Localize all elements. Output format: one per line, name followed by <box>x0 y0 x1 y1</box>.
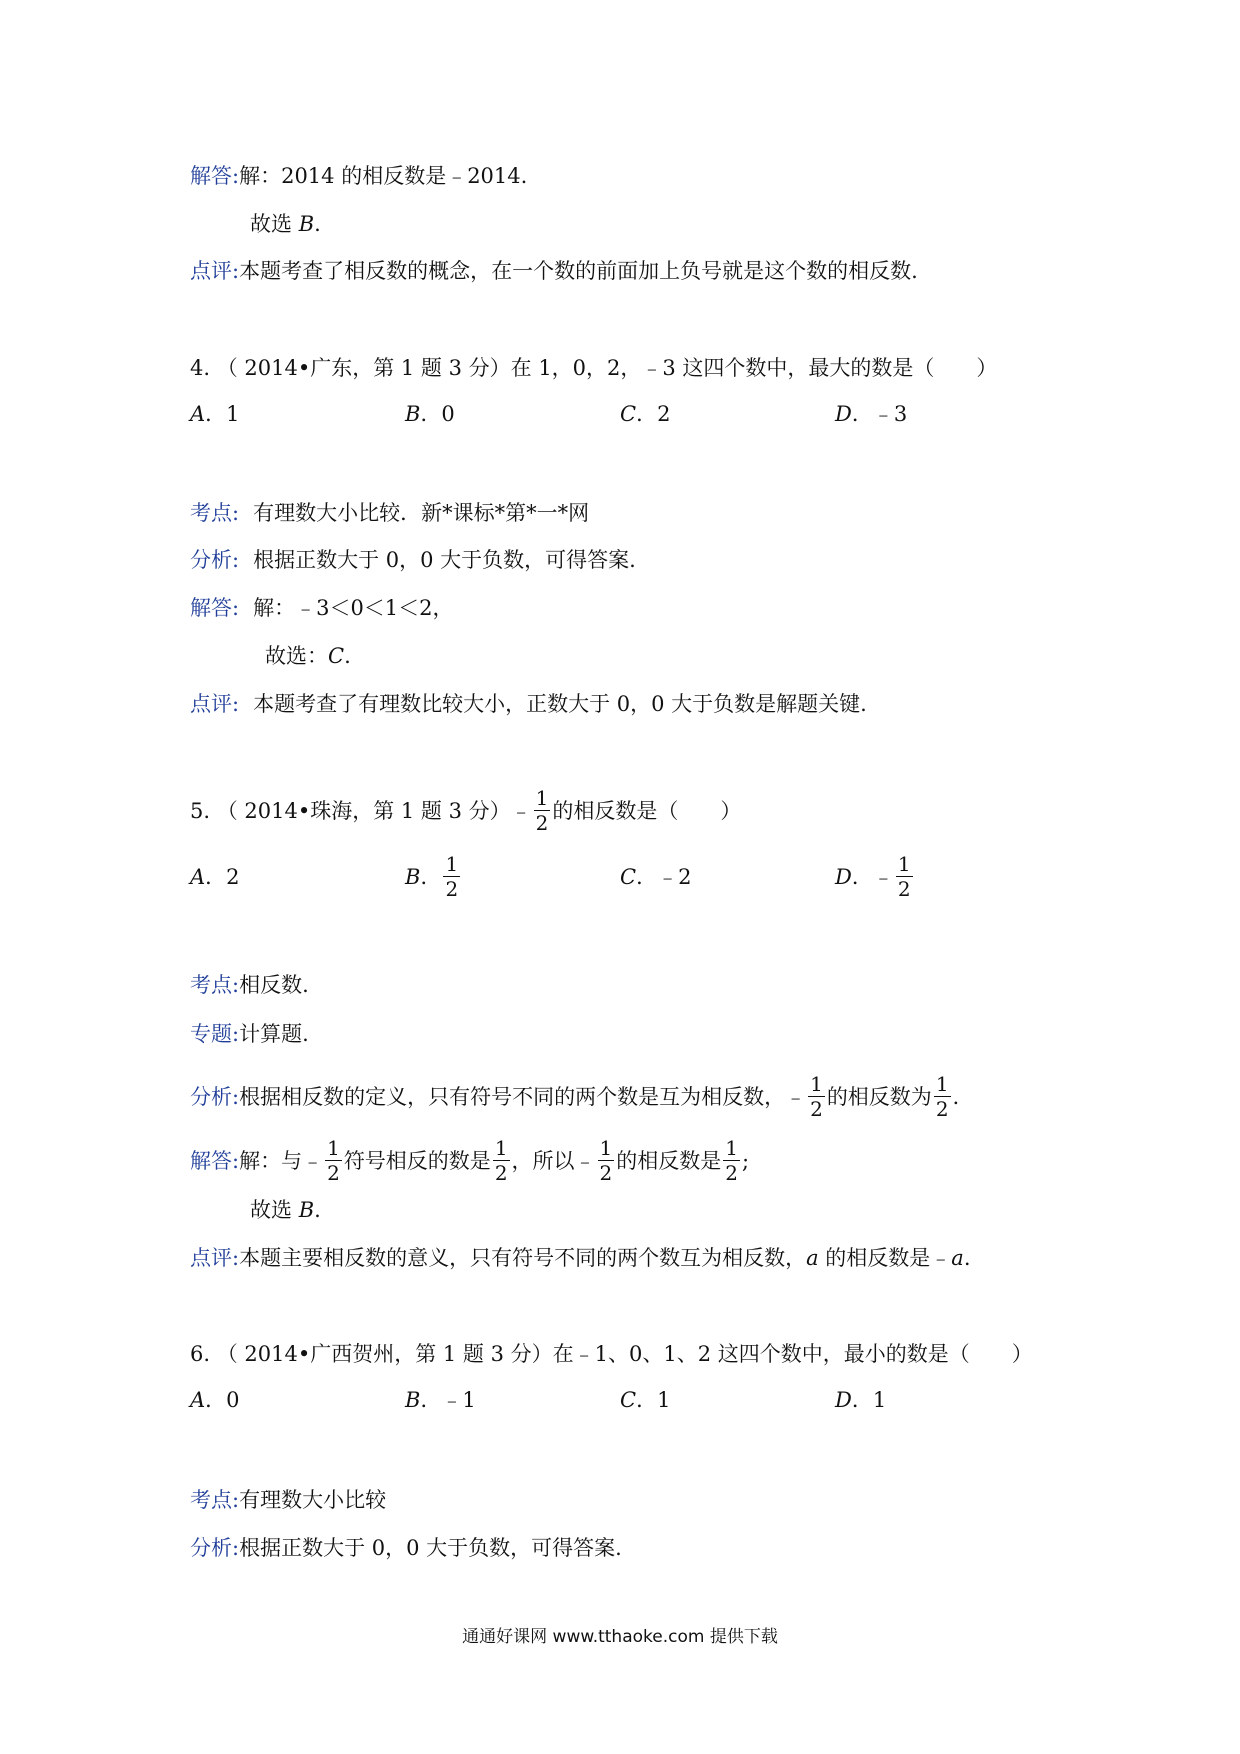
q6-analysis-line <box>190 1530 622 1566</box>
analysis-text: 根据相反数的定义，只有符号不同的两个数是互为相反数，﹣ <box>239 1085 807 1109</box>
q6-option-d <box>835 1375 886 1425</box>
comment-text: . <box>963 1246 971 1270</box>
frac-num: 1 <box>935 1072 949 1096</box>
option-text: ．﹣3 <box>851 402 908 426</box>
frac-num: 1 <box>897 852 911 876</box>
q4-comment-line <box>190 686 867 722</box>
comment-var: a <box>951 1246 964 1270</box>
comment-var: a <box>806 1246 819 1270</box>
fraction <box>443 854 460 899</box>
point-label: 考点: <box>190 501 240 525</box>
point-text: 有理数大小比较．新*课标*第*一*网 <box>253 501 590 525</box>
fraction <box>325 1138 342 1183</box>
option-text: ．2 <box>205 865 240 889</box>
analysis-label: 分析: <box>190 1085 240 1109</box>
q5-option-c <box>620 852 691 902</box>
q5-answer-line <box>190 1136 750 1185</box>
topic-label: 专题: <box>190 1022 240 1046</box>
q5-topic-line <box>190 1016 309 1052</box>
comment-label: 点评: <box>190 259 240 283</box>
comment-label: 点评: <box>190 1246 240 1270</box>
choose-suffix: . <box>314 1198 321 1222</box>
choose-letter: C <box>328 644 345 668</box>
option-text: ．﹣2 <box>636 865 692 889</box>
answer-text: 解：2014 的相反数是﹣2014. <box>239 164 528 188</box>
option-letter: D <box>835 865 852 889</box>
q6-option-c <box>620 1375 670 1425</box>
answer-label: 解答: <box>190 596 240 620</box>
q4-point-line <box>190 495 589 531</box>
point-text: 相反数. <box>239 973 309 997</box>
analysis-text: . <box>952 1085 960 1109</box>
option-text: ．1 <box>205 402 240 426</box>
answer-text: 符号相反的数是 <box>343 1149 491 1173</box>
option-text: ． <box>420 865 442 889</box>
choose-prefix: 故选： <box>265 644 328 668</box>
fraction <box>896 854 913 899</box>
frac-den: 2 <box>445 877 459 901</box>
q6-options <box>190 1375 1090 1425</box>
q5-analysis-line <box>190 1072 960 1121</box>
option-letter: B <box>405 865 421 889</box>
choose-prefix: 故选 <box>250 1198 299 1222</box>
q4-option-c <box>620 389 670 439</box>
q6-option-b <box>405 1375 476 1425</box>
q4-answer-line <box>190 590 454 626</box>
choose-suffix: . <box>344 644 351 668</box>
answer-text: 解：与﹣ <box>239 1149 324 1173</box>
option-letter: B <box>405 1388 421 1412</box>
option-text: ．0 <box>205 1388 240 1412</box>
option-letter: C <box>620 865 637 889</box>
option-letter: B <box>405 402 421 426</box>
option-letter: C <box>620 1388 637 1412</box>
q5-option-a <box>190 852 240 902</box>
q4-option-d <box>835 389 907 439</box>
q3-choose-line <box>250 206 321 242</box>
analysis-text: 根据正数大于 0，0 大于负数，可得答案. <box>253 548 636 572</box>
point-label: 考点: <box>190 1488 240 1512</box>
q4-stem: 4. （ 2014•广东，第 1 题 3 分）在 1，0，2，﹣3 这四个数中，最大的数是（ ） <box>190 356 998 380</box>
point-text: 有理数大小比较 <box>239 1488 387 1512</box>
answer-text: 的相反数是 <box>616 1149 722 1173</box>
q5-option-b <box>405 852 462 902</box>
option-letter: D <box>835 1388 852 1412</box>
choose-suffix: . <box>314 212 321 236</box>
frac-den: 2 <box>327 1161 340 1185</box>
q5-options <box>190 852 1090 902</box>
q5-point-line <box>190 967 309 1003</box>
frac-num: 1 <box>725 1136 739 1160</box>
q4-option-a <box>190 389 240 439</box>
q5-comment-line <box>190 1240 971 1276</box>
frac-den: 2 <box>725 1161 739 1185</box>
q5-option-d <box>835 852 915 902</box>
frac-num: 1 <box>599 1136 613 1160</box>
option-text: ．﹣ <box>851 865 894 889</box>
comment-text: 本题主要相反数的意义，只有符号不同的两个数互为相反数， <box>239 1246 807 1270</box>
option-letter: A <box>190 865 206 889</box>
option-text: ．0 <box>420 402 455 426</box>
frac-den: 2 <box>935 1097 949 1121</box>
frac-num: 1 <box>535 786 549 810</box>
choose-letter: B <box>298 212 315 236</box>
page-footer: 通通好课网 www.tthaoke.com 提供下载 <box>462 1627 778 1647</box>
q4-choose-line <box>265 638 351 674</box>
analysis-label: 分析: <box>190 1536 240 1560</box>
q6-point-line <box>190 1482 386 1518</box>
choose-letter: B <box>298 1198 315 1222</box>
fraction <box>534 788 551 833</box>
analysis-label: 分析: <box>190 548 240 572</box>
q4-options <box>190 389 1090 439</box>
q6-option-a <box>190 1375 240 1425</box>
fraction <box>934 1074 951 1119</box>
q4-option-b <box>405 389 455 439</box>
choose-prefix: 故选 <box>250 212 299 236</box>
frac-num: 1 <box>494 1136 508 1160</box>
answer-label: 解答: <box>190 1149 240 1173</box>
answer-text: ，所以﹣ <box>511 1149 596 1173</box>
stem-suffix: 的相反数是（ ） <box>552 799 742 823</box>
comment-label: 点评: <box>190 692 240 716</box>
comment-text: 的相反数是﹣ <box>818 1246 952 1270</box>
frac-den: 2 <box>599 1161 613 1185</box>
option-letter: A <box>190 402 206 426</box>
analysis-text: 的相反数为 <box>826 1085 932 1109</box>
comment-text: 本题考查了有理数比较大小，正数大于 0，0 大于负数是解题关键. <box>253 692 867 716</box>
q3-comment-line <box>190 253 918 289</box>
answer-text: ; <box>742 1149 750 1173</box>
option-letter: A <box>190 1388 206 1412</box>
frac-den: 2 <box>535 811 549 835</box>
option-text: ．1 <box>636 1388 671 1412</box>
frac-den: 2 <box>810 1097 823 1121</box>
answer-label: 解答: <box>190 164 240 188</box>
q5-stem <box>190 786 742 835</box>
frac-den: 2 <box>897 877 911 901</box>
fraction <box>493 1138 510 1183</box>
option-text: ．2 <box>636 402 671 426</box>
fraction <box>723 1138 740 1183</box>
stem-prefix: 5. （ 2014•珠海，第 1 题 3 分）﹣ <box>190 799 532 823</box>
q3-answer-line <box>190 158 527 194</box>
answer-text: 解：﹣3＜0＜1＜2， <box>253 596 454 620</box>
q5-choose-line <box>250 1192 321 1228</box>
option-letter: D <box>835 402 852 426</box>
option-letter: C <box>620 402 637 426</box>
option-text: ．1 <box>851 1388 887 1412</box>
option-text: ．﹣1 <box>420 1388 476 1412</box>
frac-num: 1 <box>327 1136 340 1160</box>
comment-text: 本题考查了相反数的概念，在一个数的前面加上负号就是这个数的相反数. <box>239 259 918 283</box>
fraction <box>598 1138 615 1183</box>
analysis-text: 根据正数大于 0，0 大于负数，可得答案. <box>239 1536 622 1560</box>
q4-analysis-line <box>190 542 636 578</box>
frac-num: 1 <box>810 1072 823 1096</box>
q6-stem: 6. （ 2014•广西贺州，第 1 题 3 分）在﹣1、0、1、2 这四个数中，最小的数是（ ） <box>190 1342 1033 1366</box>
fraction <box>808 1074 825 1119</box>
topic-text: 计算题. <box>239 1022 309 1046</box>
frac-num: 1 <box>445 852 459 876</box>
point-label: 考点: <box>190 973 240 997</box>
frac-den: 2 <box>494 1161 508 1185</box>
